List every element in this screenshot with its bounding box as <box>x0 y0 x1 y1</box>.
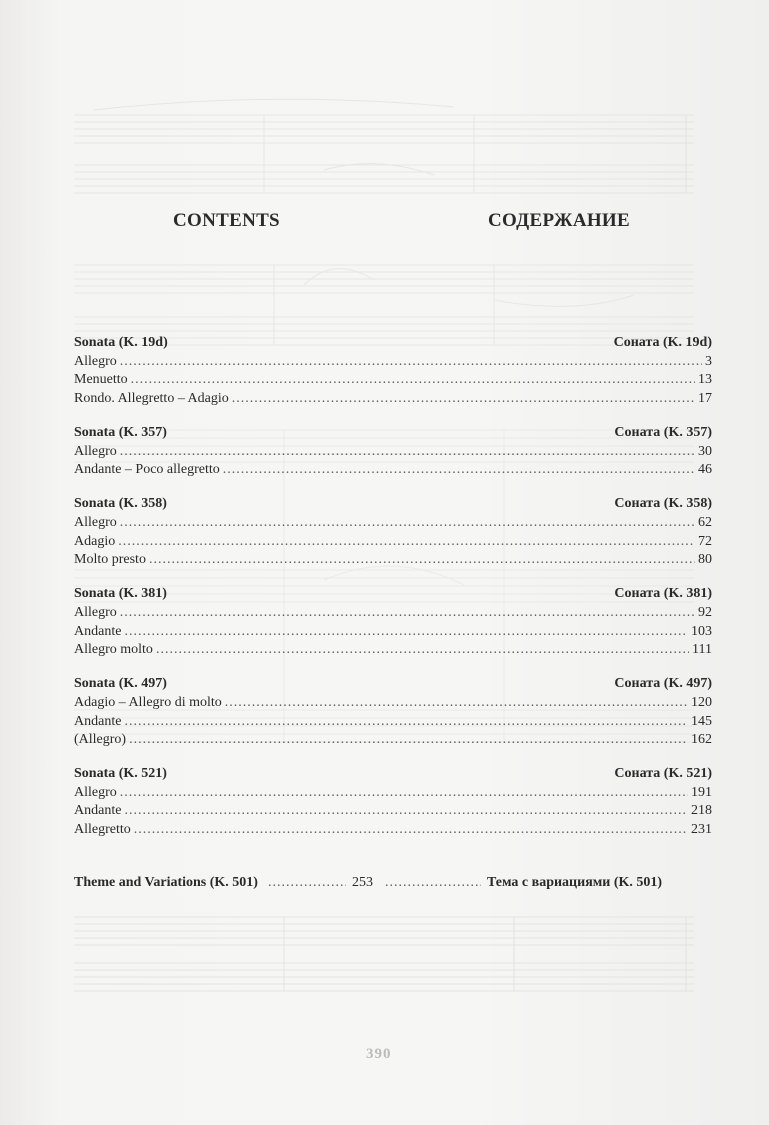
theme-page: 253 <box>351 875 373 890</box>
entry-title: Rondo. Allegretto – Adagio <box>74 390 229 406</box>
entry-page: 145 <box>691 713 712 729</box>
entry-title: Allegro molto <box>74 641 153 657</box>
theme-title-en: Theme and Variations (K. 501) <box>74 875 258 890</box>
toc-entry <box>74 604 712 622</box>
dot-leader <box>385 875 481 891</box>
toc-entry <box>74 821 712 839</box>
theme-and-variations-entry <box>74 875 712 891</box>
dot-leader <box>149 551 695 569</box>
entry-page: 231 <box>691 821 712 837</box>
section-heading <box>74 424 712 443</box>
entry-title: Allegro <box>74 605 117 621</box>
dot-leader <box>156 641 689 659</box>
entry-title: Menuetto <box>74 372 128 388</box>
section-title-ru: Соната (K. 497) <box>614 676 712 692</box>
toc-section <box>74 585 712 659</box>
dot-leader <box>223 461 695 479</box>
contents-heading-ru: СОДЕРЖАНИЕ <box>488 210 630 231</box>
toc-entry <box>74 784 712 802</box>
dot-leader <box>225 694 688 712</box>
entry-page: 62 <box>698 515 712 531</box>
dot-leader <box>268 875 346 891</box>
theme-title-ru: Тема с вариациями (K. 501) <box>486 875 663 890</box>
entry-title: Allegretto <box>74 821 131 837</box>
section-heading <box>74 765 712 784</box>
toc-section <box>74 334 712 408</box>
dot-leader <box>124 623 688 641</box>
entry-page: 111 <box>692 641 712 657</box>
toc-entry <box>74 623 712 641</box>
section-title-en: Sonata (K. 381) <box>74 586 167 602</box>
section-title-en: Sonata (K. 19d) <box>74 335 168 350</box>
dot-leader <box>134 821 688 839</box>
entry-page: 162 <box>691 731 712 747</box>
dot-leader <box>129 731 688 749</box>
toc-section <box>74 675 712 749</box>
section-title-ru: Соната (K. 19d) <box>613 335 712 350</box>
toc-section <box>74 495 712 569</box>
entry-title: Allegro <box>74 354 117 369</box>
entry-title: Andante <box>74 623 122 639</box>
dot-leader <box>131 371 695 389</box>
contents-headings <box>0 210 769 240</box>
section-title-ru: Соната (K. 357) <box>614 424 712 440</box>
toc-entry <box>74 443 712 461</box>
section-heading <box>74 495 712 514</box>
entry-page: 92 <box>698 605 712 621</box>
section-heading <box>74 334 712 353</box>
entry-title: Allegro <box>74 443 117 459</box>
entry-title: (Allegro) <box>74 731 127 747</box>
toc-entry <box>74 461 712 479</box>
entry-page: 80 <box>698 552 712 568</box>
entry-page: 17 <box>698 390 712 406</box>
toc-entry <box>74 353 712 371</box>
toc-entry <box>74 533 712 551</box>
section-title-ru: Соната (K. 358) <box>614 496 712 512</box>
show-through-page-number: 390 <box>366 1046 392 1062</box>
dot-leader <box>232 390 695 408</box>
entry-title: Molto presto <box>74 552 146 568</box>
toc-section <box>74 765 712 839</box>
dot-leader <box>120 604 695 622</box>
section-title-en: Sonata (K. 358) <box>74 496 167 512</box>
toc-entry <box>74 371 712 389</box>
section-title-ru: Соната (K. 521) <box>614 766 712 782</box>
entry-page: 191 <box>691 785 712 801</box>
entry-title: Adagio <box>74 533 116 549</box>
toc-entry <box>74 694 712 712</box>
dot-leader <box>124 713 688 731</box>
entry-page: 46 <box>698 462 712 478</box>
entry-page: 120 <box>691 695 712 711</box>
table-of-contents <box>74 334 712 855</box>
toc-entry <box>74 713 712 731</box>
entry-page: 218 <box>691 803 712 819</box>
toc-entry <box>74 641 712 659</box>
entry-title: Adagio – Allegro di molto <box>74 695 222 711</box>
music-staff-watermark-bottom <box>74 905 714 1005</box>
toc-entry <box>74 514 712 532</box>
section-heading <box>74 585 712 604</box>
dot-leader <box>124 802 688 820</box>
dot-leader <box>120 514 695 532</box>
entry-title: Andante <box>74 803 122 819</box>
dot-leader <box>118 533 695 551</box>
section-title-en: Sonata (K. 521) <box>74 766 167 782</box>
entry-page: 13 <box>698 372 712 388</box>
entry-title: Allegro <box>74 515 117 531</box>
section-title-en: Sonata (K. 357) <box>74 424 167 440</box>
toc-entry <box>74 802 712 820</box>
music-staff-watermark-top <box>74 95 714 205</box>
toc-entry <box>74 731 712 749</box>
entry-page: 30 <box>698 443 712 459</box>
entry-title: Allegro <box>74 785 117 801</box>
entry-page: 103 <box>691 623 712 639</box>
dot-leader <box>120 353 702 371</box>
contents-heading-en: CONTENTS <box>173 210 280 231</box>
dot-leader <box>120 443 695 461</box>
section-heading <box>74 675 712 694</box>
entry-page: 3 <box>705 354 712 369</box>
entry-title: Andante <box>74 713 122 729</box>
dot-leader <box>120 784 688 802</box>
section-title-ru: Соната (K. 381) <box>614 586 712 602</box>
toc-entry <box>74 551 712 569</box>
entry-page: 72 <box>698 533 712 549</box>
toc-section <box>74 424 712 480</box>
toc-entry <box>74 390 712 408</box>
entry-title: Andante – Poco allegretto <box>74 462 220 478</box>
section-title-en: Sonata (K. 497) <box>74 676 167 692</box>
